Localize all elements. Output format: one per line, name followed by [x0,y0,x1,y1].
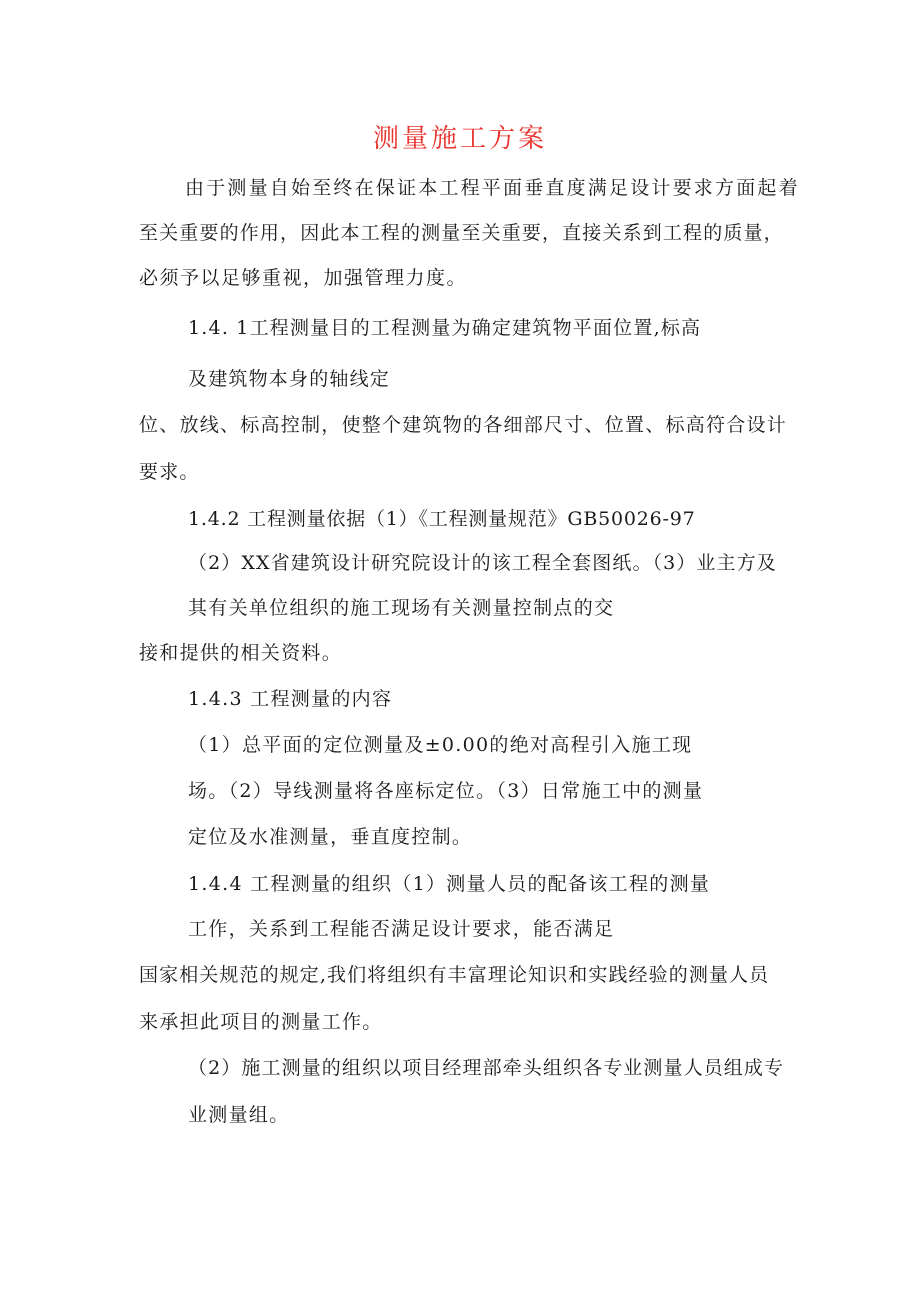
text-line-16: 1.4.4 工程测量的组织（1）测量人员的配备该工程的测量 [188,873,711,895]
text-line-17: 工作，关系到工程能否满足设计要求，能否满足 [188,918,615,940]
document-title: 测量施工方案 [372,124,547,154]
text-line-19: 来承担此项目的测量工作。 [139,1011,383,1033]
text-line-8: 1.4.2 工程测量依据（1）《工程测量规范》GB50026-97 [188,508,696,530]
text-line-9: （2）XX省建筑设计研究院设计的该工程全套图纸。（3）业主方及 [188,552,777,574]
text-line-3: 必须予以足够重视，加强管理力度。 [139,267,468,289]
text-line-2: 至关重要的作用，因此本工程的测量至关重要，直接关系到工程的质量， [139,222,784,244]
text-line-21: 业测量组。 [188,1104,290,1126]
text-line-6: 位、放线、标高控制，使整个建筑物的各细部尺寸、位置、标高符合设计 [139,414,788,436]
text-line-14: 场。（2）导线测量将各座标定位。（3）日常施工中的测量 [188,780,704,802]
text-line-13: （1）总平面的定位测量及±0.00的绝对高程引入施工现 [188,734,693,756]
text-line-1: 由于测量自始至终在保证本工程平面垂直度满足设计要求方面起着 [185,177,800,199]
text-line-15: 定位及水准测量，垂直度控制。 [188,826,473,848]
text-line-20: （2）施工测量的组织以项目经理部牵头组织各专业测量人员组成专 [188,1057,785,1079]
text-line-11: 接和提供的相关资料。 [139,642,343,664]
text-line-5: 及建筑物本身的轴线定 [188,368,391,390]
text-line-7: 要求。 [139,461,200,483]
text-line-10: 其有关单位组织的施工现场有关测量控制点的交 [188,597,615,619]
text-line-4: 1.4. 1工程测量目的工程测量为确定建筑物平面位置,标高 [188,317,702,339]
text-line-12: 1.4.3 工程测量的内容 [188,688,393,710]
text-line-18: 国家相关规范的规定,我们将组织有丰富理论知识和实践经验的测量人员 [139,964,770,986]
